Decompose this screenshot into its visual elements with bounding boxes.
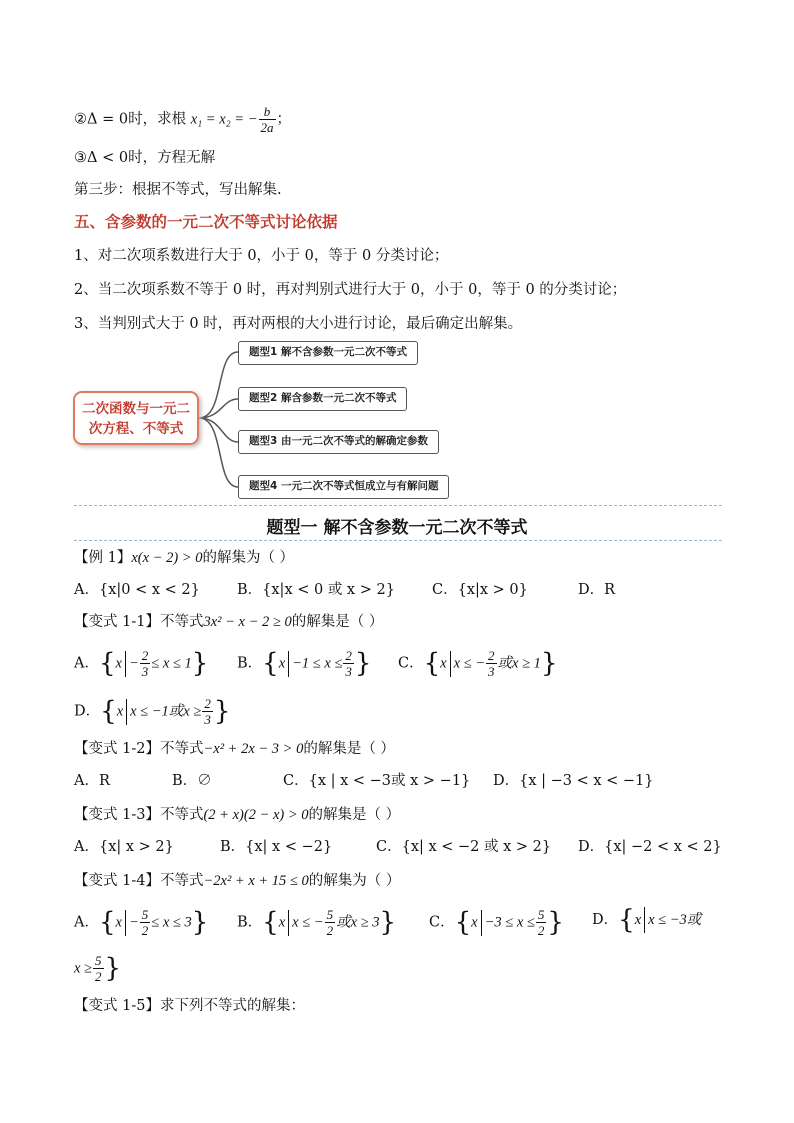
mindmap-leaf-1: 题型1 解不含参数一元二次不等式 <box>238 341 418 365</box>
variant-1-5-question: 【变式 1-5】求下列不等式的解集： <box>74 998 305 1014</box>
variant-1-4-option-d[interactable]: D．{x x ≤ −3或 <box>592 905 702 935</box>
variant-1-3-option-d[interactable]: D．{x| −2 < x < 2} <box>578 839 722 855</box>
root-case-expr: x₁ = x₂ = − <box>190 111 258 128</box>
variant-1-1-expr: 3x² − x − 2 ≥ 0 <box>203 614 292 630</box>
variant-1-3-question: 【变式 1-3】不等式(2 + x)(2 − x) > 0的解集是（ ） <box>74 807 401 823</box>
root-case-prefix: ②Δ = 0时，求根 <box>74 111 187 128</box>
section-heading: 五、含参数的一元二次不等式讨论依据 <box>74 213 338 231</box>
mindmap-leaf-3: 题型3 由一元二次不等式的解确定参数 <box>238 430 439 454</box>
example-1-option-d[interactable]: D．R <box>578 582 616 598</box>
variant-1-4-question: 【变式 1-4】不等式−2x² + x + 15 ≤ 0的解集为（ ） <box>74 873 401 889</box>
variant-1-4-option-b[interactable]: B．{x x ≤ − $\frac{5}{2}$ 或x ≥ 3} <box>237 907 397 938</box>
root-fraction: $\frac{b}{2a}$ <box>260 104 274 135</box>
example-1-option-b[interactable]: B．{x|x < 0 或 x > 2} <box>237 582 395 598</box>
step-three-line: 第三步：根据不等式，写出解集. <box>74 182 282 198</box>
variant-1-3-option-b[interactable]: B．{x| x < −2} <box>220 839 333 855</box>
variant-1-2-question: 【变式 1-2】不等式−x² + 2x − 3 > 0的解集是（ ） <box>74 741 395 757</box>
mindmap-center-node: 二次函数与一元二 次方程、不等式 <box>73 391 199 445</box>
variant-1-3-option-c[interactable]: C．{x| x < −2 或 x > 2} <box>376 839 552 855</box>
variant-1-3-expr: (2 + x)(2 − x) > 0 <box>203 807 309 823</box>
title-divider-top <box>74 505 722 506</box>
variant-1-1-question: 【变式 1-1】不等式3x² − x − 2 ≥ 0的解集是（ ） <box>74 614 384 630</box>
variant-1-4-option-d-continued[interactable]: x ≥ $\frac{5}{2}$ } <box>74 953 122 984</box>
variant-1-2-expr: −x² + 2x − 3 > 0 <box>203 741 304 757</box>
variant-1-4-expr: −2x² + x + 15 ≤ 0 <box>203 873 309 889</box>
no-solution-line: ③Δ < 0时，方程无解 <box>74 150 216 166</box>
variant-1-1-option-b[interactable]: B．{x −1 ≤ x ≤ $\frac{2}{3}$ } <box>237 648 372 679</box>
mindmap-leaf-4: 题型4 一元二次不等式恒成立与有解问题 <box>238 475 449 499</box>
variant-1-2-option-a[interactable]: A．R <box>74 773 110 789</box>
example-1-question: 【例 1】x(x − 2) > 0的解集为（ ） <box>74 550 295 566</box>
variant-1-2-option-c[interactable]: C．{x | x < −3或 x > −1} <box>283 773 471 789</box>
variant-1-4-option-a[interactable]: A．{x − $\frac{5}{2}$ ≤ x ≤ 3} <box>74 907 209 938</box>
title-divider-bottom <box>74 540 722 541</box>
variant-1-2-option-b[interactable]: B．∅ <box>172 773 212 789</box>
variant-1-2-option-d[interactable]: D．{x | −3 < x < −1} <box>493 773 654 789</box>
example-1-expr: x(x − 2) > 0 <box>131 550 203 566</box>
root-case-line: ②Δ = 0时，求根 x₁ = x₂ = − $\frac{b}{2a}$ ； <box>74 104 291 135</box>
type-one-title: 题型一 解不含参数一元二次不等式 <box>266 518 528 538</box>
variant-1-1-option-c[interactable]: C．{x x ≤ − $\frac{2}{3}$ 或x ≥ 1} <box>398 648 558 679</box>
example-1-option-c[interactable]: C．{x|x > 0} <box>432 582 528 598</box>
section-point-3: 3、当判别式大于 0 时，再对两根的大小进行讨论，最后确定出解集。 <box>74 316 523 332</box>
variant-1-4-option-c[interactable]: C．{x −3 ≤ x ≤ $\frac{5}{2}$ } <box>429 907 564 938</box>
mindmap-leaf-2: 题型2 解含参数一元二次不等式 <box>238 387 407 411</box>
section-point-2: 2、当二次项系数不等于 0 时，再对判别式进行大于 0，小于 0，等于 0 的分类讨论； <box>74 282 627 298</box>
example-1-option-a[interactable]: A．{x|0 < x < 2} <box>74 582 200 598</box>
variant-1-3-option-a[interactable]: A．{x| x > 2} <box>74 839 174 855</box>
variant-1-1-option-a[interactable]: A．{x − $\frac{2}{3}$ ≤ x ≤ 1} <box>74 648 209 679</box>
variant-1-1-option-d[interactable]: D．{x x ≤ −1或x ≥ $\frac{2}{3}$ } <box>74 696 231 727</box>
section-point-1: 1、对二次项系数进行大于 0，小于 0，等于 0 分类讨论； <box>74 248 449 264</box>
